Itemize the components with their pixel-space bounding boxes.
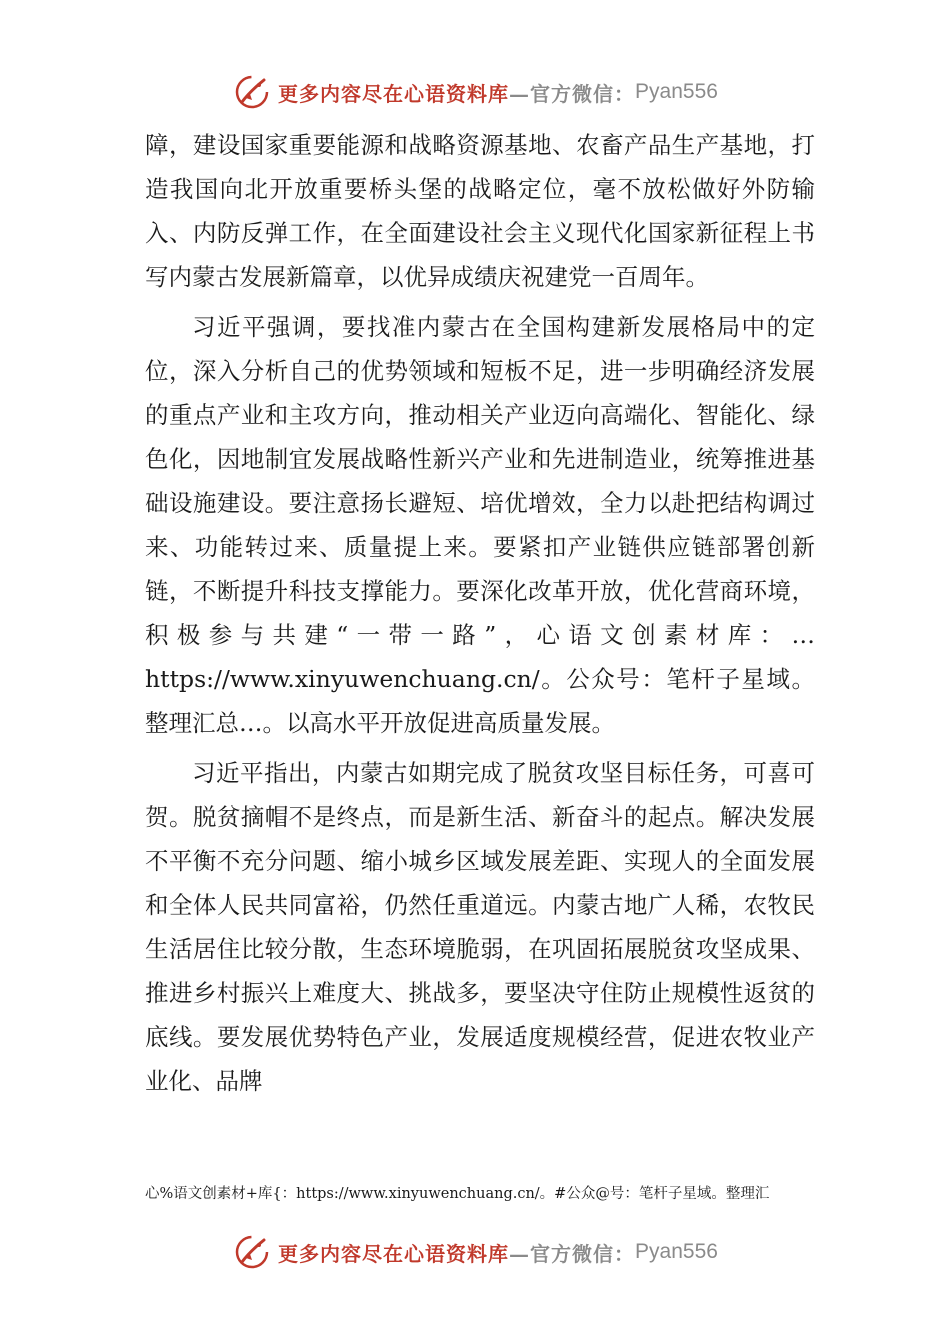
banner-title: 更多内容尽在心语资料库: [278, 81, 510, 106]
paragraph: 习近平强调，要找准内蒙古在全国构建新发展格局中的定位，深入分析自己的优势领域和短板不足，进一步明确经济发展的重点产业和主攻方向，推动相关产业迈向高端化、智能化、绿色化，因地制宜发展战略性新兴产业和先进制造业，统筹推进基础设施建设。要注意扬长避短、培优增效，全力以赴把结构调过来、功能转过来、质量提上来。要紧扣产业链供应链部署创新链，不断提升科技支撑能力。要深化改革开放，优化营商环境，积极参与共建“一带一路”，心语文创素材库：…https://www.xinyuwenchuang.cn/。公众号：笔杆子星域。整理汇总…。以高水平开放促进高质量发展。: [145, 313, 815, 737]
header-banner: [0, 70, 950, 114]
banner-wechat-label: —官方微信：: [509, 81, 636, 106]
banner-wechat-id: Pyan556: [635, 1240, 718, 1263]
brush-logo-icon: [232, 72, 272, 112]
document-body: [145, 123, 815, 1103]
paragraph: 习近平指出，内蒙古如期完成了脱贫攻坚目标任务，可喜可贺。脱贫摘帽不是终点，而是新生活、新奋斗的起点。解决发展不平衡不充分问题、缩小城乡区域发展差距、实现人的全面发展和全体人民共同富裕，仍然任重道远。内蒙古地广人稀，农牧民生活居住比较分散，生态环境脆弱，在巩固拓展脱贫攻坚成果、推进乡村振兴上难度大、挑战多，要坚决守住防止规模性返贫的底线。要发展优势特色产业，发展适度规模经营，促进农牧业产业化、品牌: [145, 759, 815, 1095]
banner-title: 更多内容尽在心语资料库: [278, 1241, 510, 1266]
banner-wechat-label: —官方微信：: [509, 1241, 636, 1266]
footer-banner: [0, 1230, 950, 1274]
footer-note: 心%语文创素材+库{：https://www.xinyuwenchuang.cn/。#公众@号：笔杆子星域。整理汇: [145, 1186, 770, 1202]
banner-wechat-id: Pyan556: [635, 80, 718, 103]
paragraph-continuation: 障，建设国家重要能源和战略资源基地、农畜产品生产基地，打造我国向北开放重要桥头堡的战略定位，毫不放松做好外防输入、内防反弹工作，在全面建设社会主义现代化国家新征程上书写内蒙古发展新篇章，以优异成绩庆祝建党一百周年。: [145, 131, 815, 291]
brush-logo-icon: [232, 1232, 272, 1272]
